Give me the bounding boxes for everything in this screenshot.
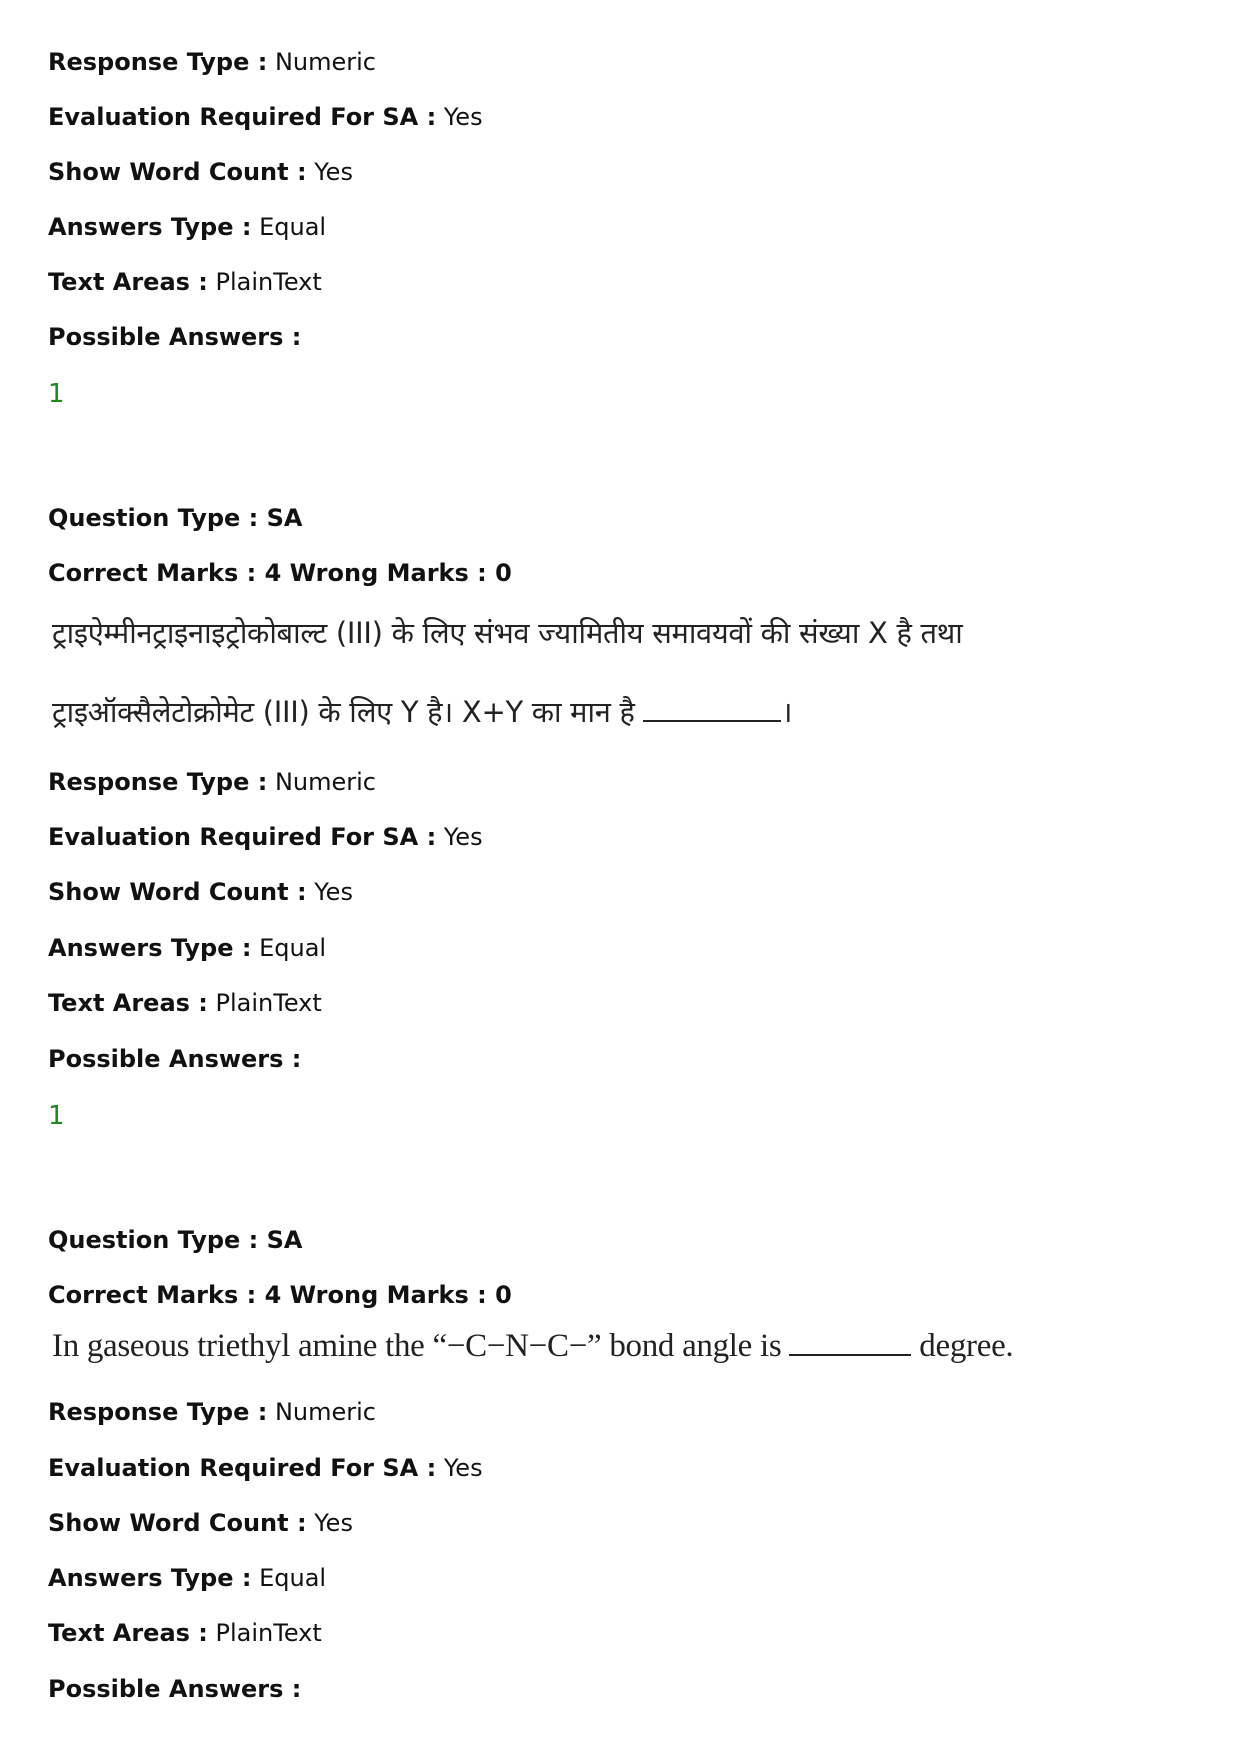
evaluation-row [48, 101, 483, 133]
marks-info: Correct Marks : 4 Wrong Marks : 0 [48, 559, 512, 587]
evaluation-row [48, 821, 483, 853]
question-text-line-2-main: ट्राइऑक्सैलेटोक्रोमेट (III) के लिए Y है। X+Y का मान है [52, 695, 635, 729]
possible-answers-label: Possible Answers : [48, 323, 302, 351]
text-areas-label: Text Areas : [48, 989, 208, 1017]
word-count-value: Yes [314, 1509, 353, 1537]
response-type-label: Response Type : [48, 768, 268, 796]
answers-type-label: Answers Type : [48, 934, 252, 962]
answer-blank [789, 1350, 911, 1356]
text-areas-row [48, 266, 322, 298]
response-type-label: Response Type : [48, 48, 268, 76]
question-type: Question Type : SA [48, 1226, 303, 1254]
word-count-row [48, 156, 353, 188]
response-type-row [48, 1396, 376, 1428]
text-areas-row [48, 1617, 322, 1649]
evaluation-row [48, 1452, 483, 1484]
question-text [52, 1328, 1013, 1365]
text-areas-value: PlainText [215, 1619, 322, 1647]
answers-type-row [48, 1562, 326, 1594]
possible-answers-label: Possible Answers : [48, 1675, 302, 1703]
text-areas-value: PlainText [215, 268, 322, 296]
evaluation-label: Evaluation Required For SA : [48, 823, 437, 851]
word-count-row [48, 876, 353, 908]
question-type: Question Type : SA [48, 504, 303, 532]
marks-info: Correct Marks : 4 Wrong Marks : 0 [48, 1281, 512, 1309]
text-areas-value: PlainText [215, 989, 322, 1017]
response-type-value: Numeric [274, 768, 376, 796]
response-type-label: Response Type : [48, 1398, 268, 1426]
answers-type-value: Equal [259, 1564, 327, 1592]
answer-blank [643, 716, 781, 722]
possible-answers-label: Possible Answers : [48, 1045, 302, 1073]
word-count-value: Yes [314, 878, 353, 906]
answers-type-value: Equal [259, 934, 327, 962]
answers-type-value: Equal [259, 213, 327, 241]
response-type-row [48, 46, 376, 78]
question-text-start: In gaseous triethyl amine the “−C−N−C−” bond angle is [52, 1328, 782, 1364]
text-areas-label: Text Areas : [48, 268, 208, 296]
answers-type-row [48, 211, 326, 243]
text-areas-label: Text Areas : [48, 1619, 208, 1647]
answers-type-row [48, 932, 326, 964]
evaluation-label: Evaluation Required For SA : [48, 103, 437, 131]
word-count-row [48, 1507, 353, 1539]
question-text-line-2-end: । [781, 695, 793, 729]
word-count-value: Yes [314, 158, 353, 186]
question-text-line-1: ट्राइऐम्मीनट्राइनाइट्रोकोबाल्ट (III) के लिए संभव ज्यामितीय समावयवों की संख्या X है तथा [52, 616, 963, 650]
word-count-label: Show Word Count : [48, 878, 307, 906]
word-count-label: Show Word Count : [48, 158, 307, 186]
word-count-label: Show Word Count : [48, 1509, 307, 1537]
question-text-end: degree. [919, 1328, 1014, 1364]
response-type-value: Numeric [274, 48, 376, 76]
response-type-row [48, 766, 376, 798]
possible-answer-value: 1 [48, 379, 65, 409]
evaluation-value: Yes [443, 103, 483, 131]
evaluation-value: Yes [443, 823, 483, 851]
evaluation-label: Evaluation Required For SA : [48, 1454, 437, 1482]
response-type-value: Numeric [274, 1398, 376, 1426]
possible-answer-value: 1 [48, 1101, 65, 1131]
evaluation-value: Yes [443, 1454, 483, 1482]
text-areas-row [48, 987, 322, 1019]
answers-type-label: Answers Type : [48, 213, 252, 241]
answers-type-label: Answers Type : [48, 1564, 252, 1592]
question-text-line-2 [52, 692, 792, 731]
